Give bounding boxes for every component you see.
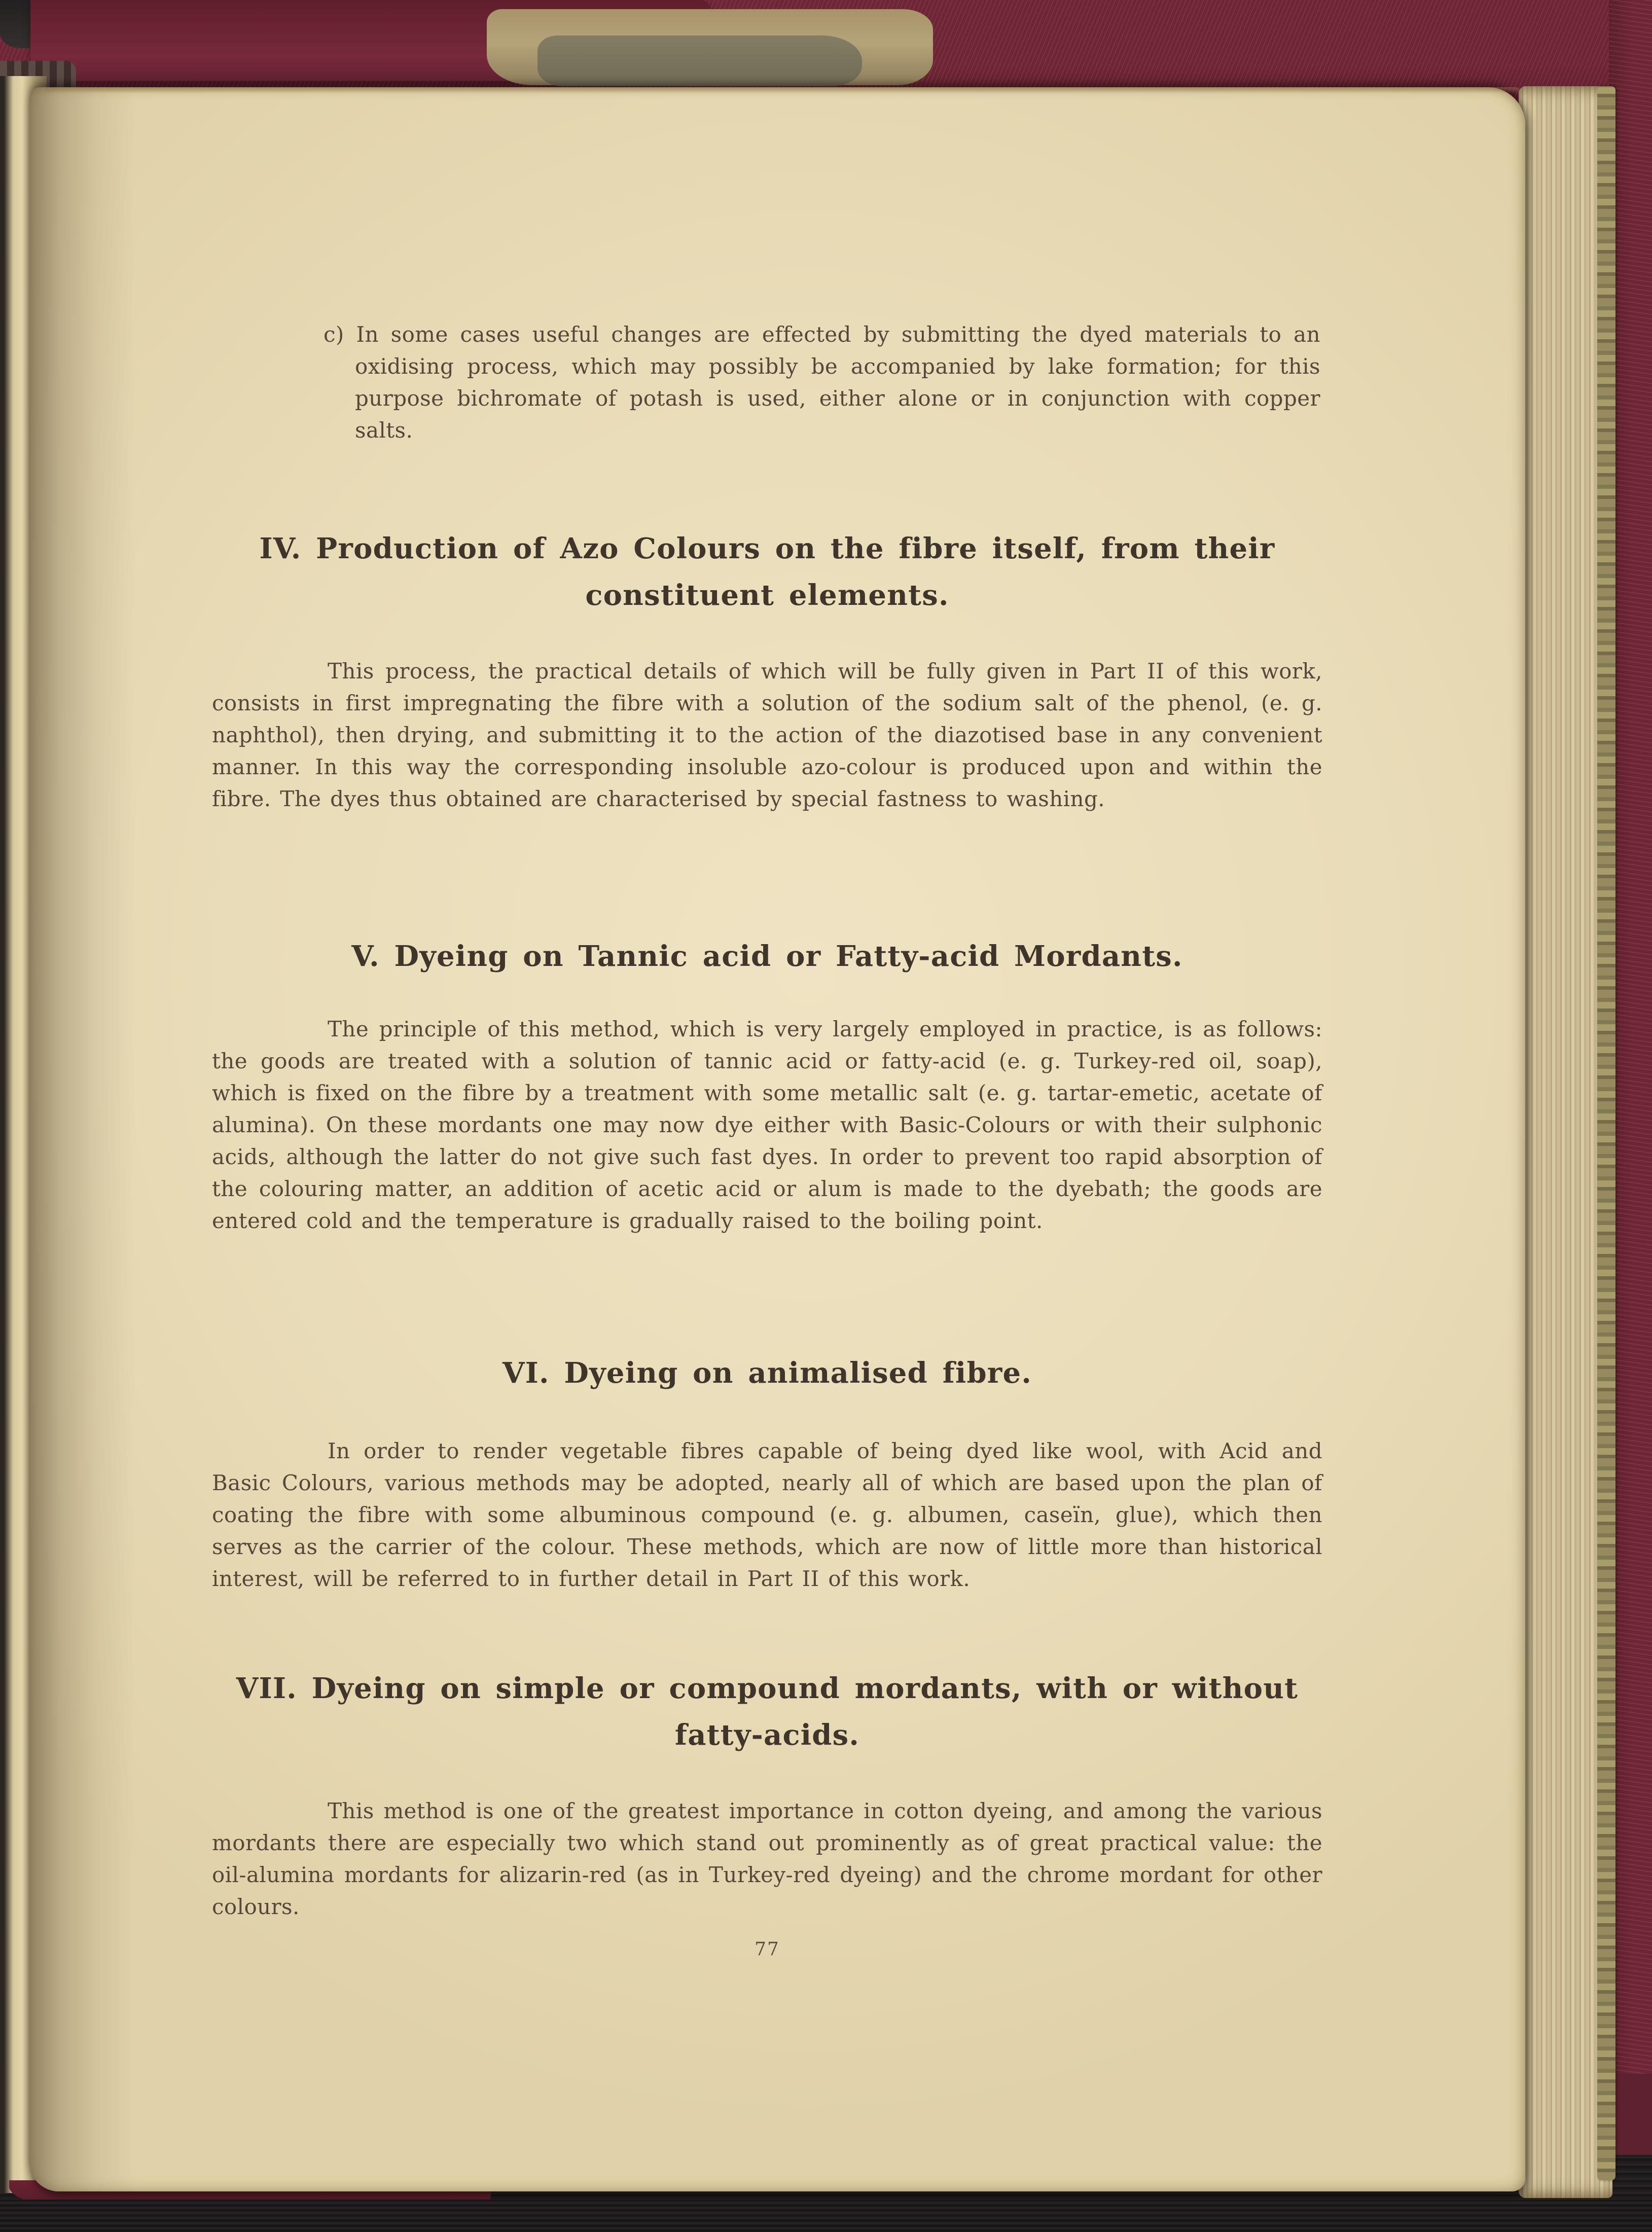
frayed-olive-patch [537,35,862,86]
section-iv-paragraph: This process, the practical details of which will be fully given in Part II of this work, consists in first impregnating the fibre with a solution of the sodium salt of the phenol, (e. g. naphthol), then drying, and submitting it to the action of the diazotised base in any convenient manner. In this way the corresponding insoluble azo-colour is produced upon and within the fibre. The dyes thus obtained are characterised by special fastness to washing. [212,659,1322,811]
book-page [29,87,1525,2191]
black-cloth-bottom-strip [0,2200,1652,2232]
section-iv-heading: IV. Production of Azo Colours on the fibre itself, from their constituent elements. [259,532,1275,613]
section-vii-paragraph: This method is one of the greatest importance in cotton dyeing, and among the various mordants there are especially two which stand out prominently as of great practical value: the oil-alumina mordants for alizarin-red (as in Turkey-red dyeing) and the chrome mordant for other colours. [212,1798,1322,1919]
section-vi-heading: VI. Dyeing on animalised fibre. [502,1356,1032,1390]
page-content [212,87,1322,2191]
section-vi-paragraph: In order to render vegetable fibres capable of being dyed like wool, with Acid and Basic Colours, various methods may be adopted, nearly all of which are based upon the plan of coating the fibre with some albuminous compound (e. g. albumen, caseïn, glue), which then serves as the carrier of the colour. These methods, which are now of little more than historical interest, will be referred to in further detail in Part II of this work. [212,1438,1322,1591]
list-item-c-marker: c) [324,322,344,347]
list-item-c [324,318,1320,446]
section-v-heading: V. Dyeing on Tannic acid or Fatty-acid Mordants. [351,940,1183,974]
list-item-c-text: In some cases useful changes are effected by submitting the dyed materials to an oxidising process, which may possibly be accompanied by lake formation; for this purpose bichromate of potash is used, either alone or in conjunction with copper salts. [355,322,1320,443]
marbled-edge-strip [1597,86,1615,2180]
section-v-paragraph: The principle of this method, which is very largely employed in practice, is as follows: the goods are treated with a solution of tannic acid or fatty-acid (e. g. Turkey-red oil, soap), which is fixed on the fibre by a treatment with some metallic salt (e. g. tartar-emetic, acetate of alumina). On these mordants one may now dye either with Basic-Colours or with their sulphonic acids, although the latter do not give such fast dyes. In order to prevent too rapid absorption of the colouring matter, an addition of acetic acid or alum is made to the dyebath; the goods are entered cold and the temperature is gradually raised to the boiling point. [212,1017,1322,1233]
section-vii-heading: VII. Dyeing on simple or compound mordants, with or without fatty-acids. [236,1672,1299,1752]
page-number: 77 [755,1939,780,1960]
